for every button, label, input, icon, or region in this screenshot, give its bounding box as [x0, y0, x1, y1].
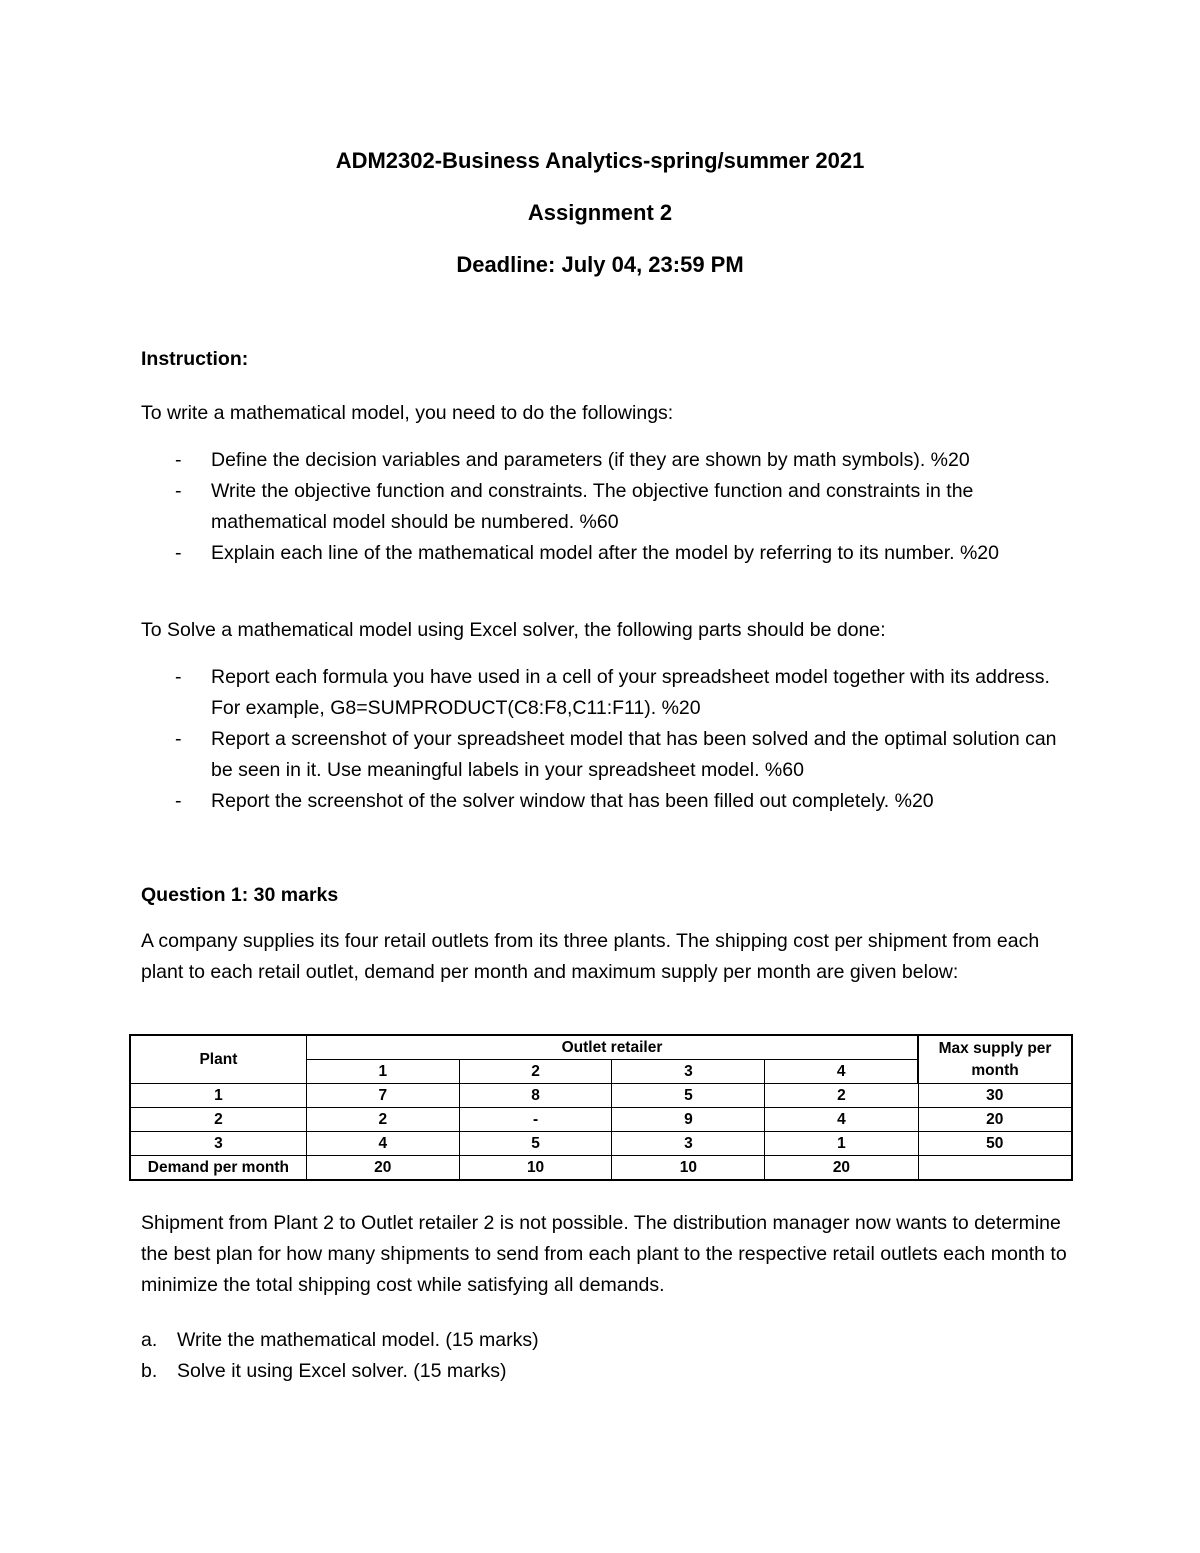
course-title: ADM2302-Business Analytics-spring/summer 2021 — [335, 148, 865, 173]
supply-cell: 20 — [918, 1108, 1072, 1132]
list-item — [141, 724, 1081, 786]
demand-cell: 20 — [306, 1156, 459, 1181]
dash-marker: - — [175, 790, 182, 812]
cost-cell: 3 — [612, 1132, 765, 1156]
question1-description: Shipment from Plant 2 to Outlet retailer 2 is not possible. The distribution manager now wants to determine the best plan for how many shipments to send from each plant to the respective retail outlets each month to minimize the total shipping cost while satisfying all demands. — [141, 1212, 1067, 1296]
list-item — [141, 538, 1081, 569]
list-item — [141, 1325, 1081, 1356]
table-row — [130, 1132, 1072, 1156]
demand-supply-cell — [918, 1156, 1072, 1181]
list-item — [141, 1356, 1081, 1387]
question1-intro: A company supplies its four retail outlets from its three plants. The shipping cost per shipment from each plant to each retail outlet, demand per month and maximum supply per month are given below: — [141, 930, 1040, 983]
dash-marker: - — [175, 542, 182, 564]
solver-requirements-list — [141, 662, 1081, 817]
supply-header: Max supply per month — [918, 1035, 1072, 1084]
model-intro: To write a mathematical model, you need to do the followings: — [141, 402, 674, 424]
supply-cell: 50 — [918, 1132, 1072, 1156]
part-text: Solve it using Excel solver. (15 marks) — [177, 1360, 507, 1382]
list-item-text: Report a screenshot of your spreadsheet model that has been solved and the optimal solution can be seen in it. Use meaningful labels in your spreadsheet model. %60 — [211, 728, 1057, 781]
question1-parts — [141, 1325, 1081, 1387]
outlet-number: 1 — [306, 1060, 459, 1084]
list-item — [141, 476, 1081, 538]
cost-cell: 1 — [765, 1132, 918, 1156]
cost-cell: - — [459, 1108, 612, 1132]
table-row — [130, 1084, 1072, 1108]
list-item-text: Write the objective function and constraints. The objective function and constraints in the mathematical model should be numbered. %60 — [211, 480, 974, 533]
demand-row — [130, 1156, 1072, 1181]
list-item-text: Report each formula you have used in a cell of your spreadsheet model together with its address. For example, G8=SUMPRODUCT(C8:F8,C11:F11). %20 — [211, 666, 1050, 719]
dash-marker: - — [175, 666, 182, 688]
table-row — [130, 1108, 1072, 1132]
cost-cell: 4 — [306, 1132, 459, 1156]
model-requirements-list — [141, 445, 1081, 569]
demand-label: Demand per month — [130, 1156, 306, 1181]
cost-cell: 5 — [459, 1132, 612, 1156]
cost-cell: 5 — [612, 1084, 765, 1108]
shipping-cost-table — [129, 1034, 1073, 1181]
outlet-number: 4 — [765, 1060, 918, 1084]
outlet-number: 3 — [612, 1060, 765, 1084]
plant-cell: 3 — [130, 1132, 306, 1156]
demand-cell: 10 — [459, 1156, 612, 1181]
instruction-heading: Instruction: — [141, 348, 249, 370]
demand-cell: 20 — [765, 1156, 918, 1181]
plant-header: Plant — [130, 1035, 306, 1084]
cost-cell: 2 — [306, 1108, 459, 1132]
plant-cell: 1 — [130, 1084, 306, 1108]
dash-marker: - — [175, 728, 182, 750]
list-item — [141, 786, 1081, 817]
list-item — [141, 445, 1081, 476]
deadline: Deadline: July 04, 23:59 PM — [456, 252, 744, 277]
table-header-row — [130, 1035, 1072, 1060]
cost-cell: 4 — [765, 1108, 918, 1132]
part-text: Write the mathematical model. (15 marks) — [177, 1329, 539, 1351]
cost-cell: 7 — [306, 1084, 459, 1108]
cost-cell: 2 — [765, 1084, 918, 1108]
plant-cell: 2 — [130, 1108, 306, 1132]
list-item-text: Explain each line of the mathematical model after the model by referring to its number. %20 — [211, 542, 999, 564]
solver-intro: To Solve a mathematical model using Excel solver, the following parts should be done: — [141, 619, 886, 641]
supply-cell: 30 — [918, 1084, 1072, 1108]
cost-cell: 8 — [459, 1084, 612, 1108]
part-marker: b. — [141, 1360, 158, 1382]
question1-heading: Question 1: 30 marks — [141, 884, 339, 906]
dash-marker: - — [175, 480, 182, 502]
outlet-number: 2 — [459, 1060, 612, 1084]
assignment-title: Assignment 2 — [527, 200, 673, 225]
list-item-text: Report the screenshot of the solver window that has been filled out completely. %20 — [211, 790, 934, 812]
cost-cell: 9 — [612, 1108, 765, 1132]
part-marker: a. — [141, 1329, 158, 1351]
demand-cell: 10 — [612, 1156, 765, 1181]
outlet-header: Outlet retailer — [306, 1035, 918, 1060]
dash-marker: - — [175, 449, 182, 471]
list-item — [141, 662, 1081, 724]
list-item-text: Define the decision variables and parameters (if they are shown by math symbols). %20 — [211, 449, 970, 471]
